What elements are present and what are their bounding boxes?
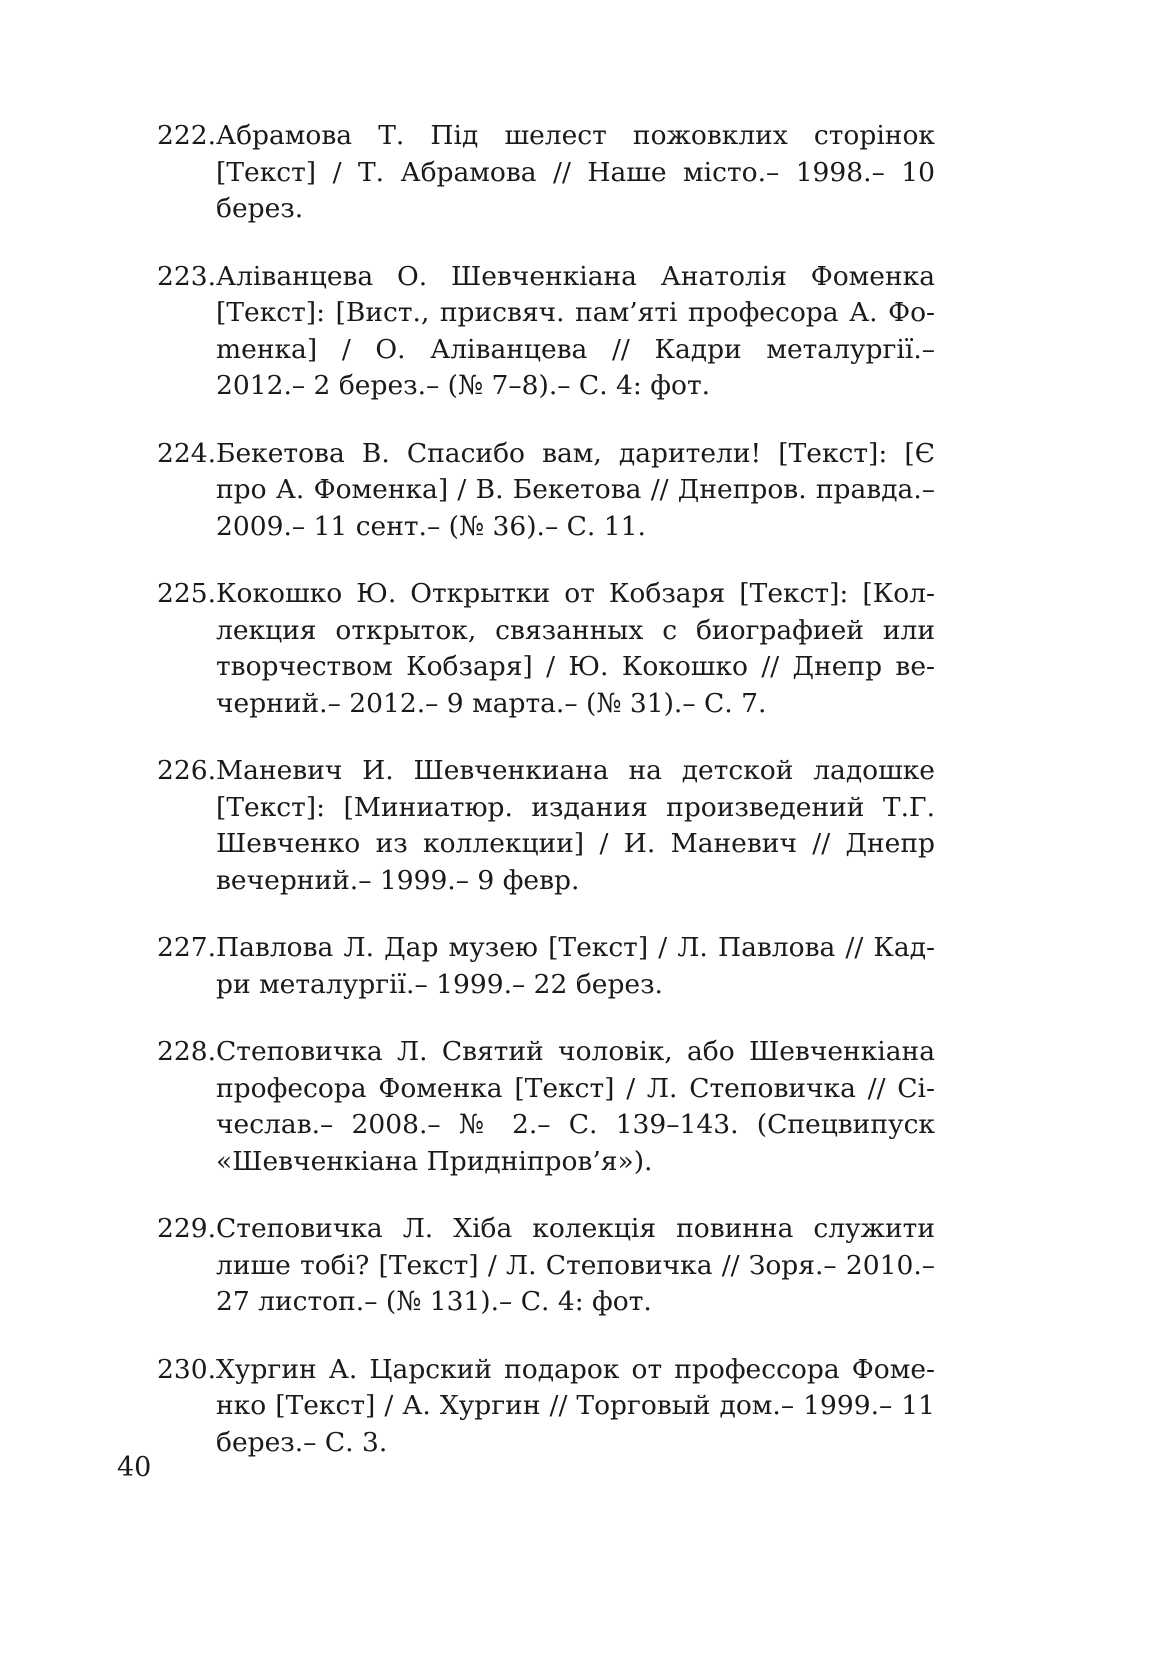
entry-text: Степовичка Л. Святий чоловік, або Шевченкіана професора Фоменка [Текст] / Л. Степовичка // Січеслав.– 2008.– № 2.– С. 139–143. (Спецвипуск «Шевченкіана Придніпров’я»).: [216, 1036, 935, 1177]
entry-number: 225.: [157, 578, 217, 609]
entry-number: 222.: [157, 120, 217, 151]
entry-text: Степовичка Л. Хіба колекція повинна служити лише тобі? [Текст] / Л. Степовичка // Зоря.– 2010.– 27 листоп.– (№ 131).– С. 4: фот.: [216, 1213, 935, 1317]
entry-text: Бекетова В. Спасибо вам, дарители! [Текст]: [Є про А. Фоменка] / В. Бекетова // Днепров. правда.– 2009.– 11 сент.– (№ 36).– С. 11.: [216, 437, 935, 542]
entry-number: 229.: [157, 1213, 217, 1244]
bibliography-entry-223: [157, 259, 935, 405]
bibliography-entry-222: [157, 118, 935, 228]
entry-text: Павлова Л. Дар музею [Текст] / Л. Павлова // Кадри металургії.– 1999.– 22 берез.: [216, 932, 935, 1000]
bibliography-entry-227: [157, 930, 935, 1003]
entry-number: 223.: [157, 260, 217, 292]
entry-number: 230.: [157, 1353, 217, 1385]
entry-number: 228.: [157, 1036, 217, 1067]
entry-text: Абрамова Т. Під шелест пожовклих сторінок [Текст] / Т. Абрамова // Наше місто.– 1998.– 10 берез.: [216, 120, 935, 224]
entry-number: 227.: [157, 932, 217, 963]
bibliography-entry-224: [157, 436, 935, 546]
bibliography-entry-228: [157, 1034, 935, 1180]
bibliography-entry-229: [157, 1211, 935, 1321]
entry-text: Аліванцева О. Шевченкіана Анатолія Фоменка [Текст]: [Вист., присвяч. пам’яті професора А. Фоmенка] / О. Аліванцева // Кадри металургії.– 2012.– 2 берез.– (№ 7–8).– С. 4: фот.: [216, 260, 935, 401]
bibliography-list: [157, 118, 935, 1492]
entry-text: Кокошко Ю. Открытки от Кобзаря [Текст]: [Коллекция открыток, связанных с биографией или творчеством Кобзаря] / Ю. Кокошко // Днепр вечерний.– 2012.– 9 марта.– (№ 31).– С. 7.: [216, 578, 935, 719]
bibliography-entry-230: [157, 1352, 935, 1462]
entry-text: Маневич И. Шевченкиана на детской ладошке [Текст]: [Миниатюр. издания произведений Т.Г. Шевченко из коллекции] / И. Маневич // Днепр вечерний.– 1999.– 9 февр.: [216, 755, 935, 896]
page-number: 40: [117, 1452, 152, 1483]
entry-number: 226.: [157, 755, 217, 786]
entry-text: Хургин А. Царский подарок от профессора Фоменко [Текст] / А. Хургин // Торговый дом.– 1999.– 11 берез.– С. 3.: [216, 1353, 935, 1458]
bibliography-entry-226: [157, 753, 935, 899]
entry-number: 224.: [157, 437, 217, 469]
bibliography-entry-225: [157, 576, 935, 722]
